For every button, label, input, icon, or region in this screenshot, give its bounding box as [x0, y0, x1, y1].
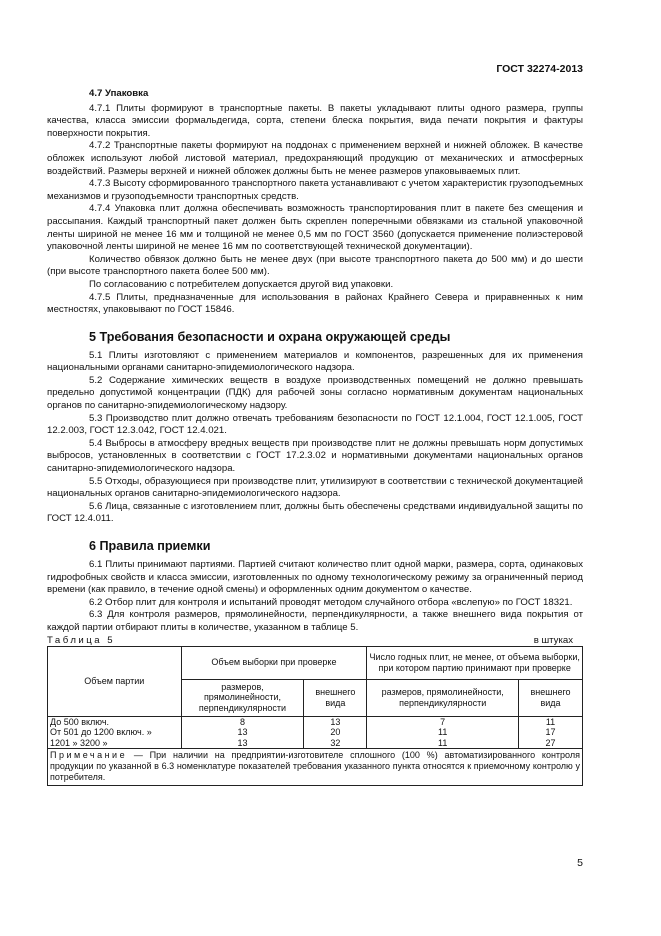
- paragraph-5-3: 5.3 Производство плит должно отвечать требованиям безопасности по ГОСТ 12.1.004, ГОСТ 12.1.005, ГОСТ 12.2.003, ГОСТ 12.3.042, ГОСТ 12.4.021.: [47, 412, 583, 437]
- paragraph-5-2: 5.2 Содержание химических веществ в воздухе производственных помещений не должно превышать предельно допустимой концентрации (ПДК) для рабочей зоны согласно нормативным документам национальных органов по санитарно-эпидемиологическому надзору.: [47, 374, 583, 412]
- table-caption: Таблица 5: [47, 634, 116, 646]
- header-acceptance: Число годных плит, не менее, от объема выборки, при котором партию принимают при проверке: [367, 646, 583, 679]
- paragraph-6-2: 6.2 Отбор плит для контроля и испытаний проводят методом случайного отбора «вслепую» по ГОСТ 18321.: [89, 596, 573, 608]
- header-sample-visual: внешнего вида: [304, 679, 367, 716]
- paragraph-4-7-5: 4.7.5 Плиты, предназначенные для использования в районах Крайнего Севера и приравненных к ним местностях, упаковывают по ГОСТ 15846.: [47, 291, 583, 316]
- sample-dims-cell: 13: [181, 727, 304, 738]
- table-caption-row: [47, 635, 583, 646]
- paragraph-5-1: 5.1 Плиты изготовляют с применением материалов и компонентов, разрешенных для их применения национальными органами санитарно-эпидемиологического надзора.: [47, 349, 583, 374]
- paragraph-5-4: 5.4 Выбросы в атмосферу вредных веществ при производстве плит не должны превышать норм допустимых выбросов, установленных в соответствии с ГОСТ 17.2.3.02 и нормативными документами национальных органов санитарно-эпидемиологического надзора.: [47, 437, 583, 475]
- table-row: [48, 716, 583, 727]
- sample-visual-cell: 13: [304, 716, 367, 727]
- table-row: [48, 727, 583, 738]
- batch-cell: До 500 включ.: [48, 716, 182, 727]
- table-row: [48, 738, 583, 749]
- paragraph-6-1: 6.1 Плиты принимают партиями. Партией считают количество плит одной марки, размера, сорта, одинаковых гидрофобных свойств и класса эмиссии, изготовленных по одному технологическому режиму за ограниченный период времени (как правило, в течение одной смены) и оформленных одним документом о качестве.: [47, 559, 583, 596]
- paragraph-4-7-4-other: По согласованию с потребителем допускается другой вид упаковки.: [89, 278, 394, 290]
- paragraph-5-5: 5.5 Отходы, образующиеся при производстве плит, утилизируют в соответствии с технической документацией национальных органов санитарно-эпидемиологического надзора.: [47, 475, 583, 500]
- accept-dims-cell: 11: [367, 738, 519, 749]
- paragraph-4-7-3: 4.7.3 Высоту сформированного транспортного пакета устанавливают с учетом характеристик грузоподъемных механизмов и грузоподъемности транспортных средств.: [47, 178, 583, 202]
- table-5: [47, 646, 583, 750]
- sample-visual-cell: 32: [304, 738, 367, 749]
- section-title-acceptance: 6 Правила приемки: [89, 539, 211, 553]
- subsection-title-packaging: 4.7 Упаковка: [89, 88, 149, 99]
- table-unit: в штуках: [533, 634, 573, 646]
- header-batch-size: Объем партии: [48, 646, 182, 716]
- accept-visual-cell: 11: [519, 716, 583, 727]
- batch-cell: 1201 » 3200 »: [48, 738, 182, 749]
- header-sample-size: Объем выборки при проверке: [181, 646, 367, 679]
- sample-dims-cell: 8: [181, 716, 304, 727]
- section-title-safety: 5 Требования безопасности и охрана окружающей среды: [89, 329, 451, 344]
- page-content: [47, 88, 583, 786]
- header-accept-dims: размеров, прямолинейности, перпендикулярности: [367, 679, 519, 716]
- accept-visual-cell: 17: [519, 727, 583, 738]
- sample-dims-cell: 13: [181, 738, 304, 749]
- paragraph-5-6: 5.6 Лица, связанные с изготовлением плит, должны быть обеспечены средствами индивидуальной защиты по ГОСТ 12.4.011.: [47, 500, 583, 525]
- paragraph-4-7-4-straps: Количество обвязок должно быть не менее двух (при высоте транспортного пакета до 500 мм) и до шести (при высоте транспортного пакета более 500 мм).: [47, 253, 583, 278]
- document-id: ГОСТ 32274-2013: [496, 63, 583, 75]
- header-sample-dims: размеров, прямолинейности, перпендикулярности: [181, 679, 304, 716]
- paragraph-6-3: 6.3 Для контроля размеров, прямолинейности, перпендикулярности, а также внешнего вида покрытия от каждой партии отбирают плиты в количестве, указанном в таблице 5.: [47, 609, 583, 633]
- accept-visual-cell: 27: [519, 738, 583, 749]
- paragraph-4-7-1: 4.7.1 Плиты формируют в транспортные пакеты. В пакеты укладывают плиты одного размера, группы качества, класса эмиссии формальдегида, сорта, степени блеска покрытия, вида печати покрытия и фактуры поверхности покрытия.: [47, 102, 583, 139]
- accept-dims-cell: 7: [367, 716, 519, 727]
- page-number: 5: [577, 857, 583, 869]
- note-label: Примечание: [50, 750, 128, 761]
- batch-cell: От 501 до 1200 включ. »: [48, 727, 182, 738]
- accept-dims-cell: 11: [367, 727, 519, 738]
- note-text: — При наличии на предприятии-изготовителе сплошного (100 %) автоматизированного контроля продукции по указанной в 6.3 номенклатуре показателей требования указанного пункта относятся к приемочному контролю у потребителя.: [50, 750, 580, 783]
- paragraph-4-7-2: 4.7.2 Транспортные пакеты формируют на поддонах с применением верхней и нижней обложек. В качестве обложек используют любой листовой материал, предохраняющий продукцию от механических и атмосферных воздействий. Размеры верхней и нижней обложек должны быть не менее размеров упаковываемых плит.: [47, 140, 583, 177]
- paragraph-4-7-4: 4.7.4 Упаковка плит должна обеспечивать возможность транспортирования плит в пакете без смещения и рассыпания. Каждый транспортный пакет должен быть скреплен поперечными обвязками из стальной упаковочной ленты шириной не менее 16 мм и толщиной не менее 0,5 мм по ГОСТ 3560 (допускается применение полиэстеровой упаковочной ленты шириной не менее 16 мм по соответствующей технической документации).: [47, 203, 583, 253]
- header-accept-visual: внешнего вида: [519, 679, 583, 716]
- table-note: [47, 749, 583, 786]
- sample-visual-cell: 20: [304, 727, 367, 738]
